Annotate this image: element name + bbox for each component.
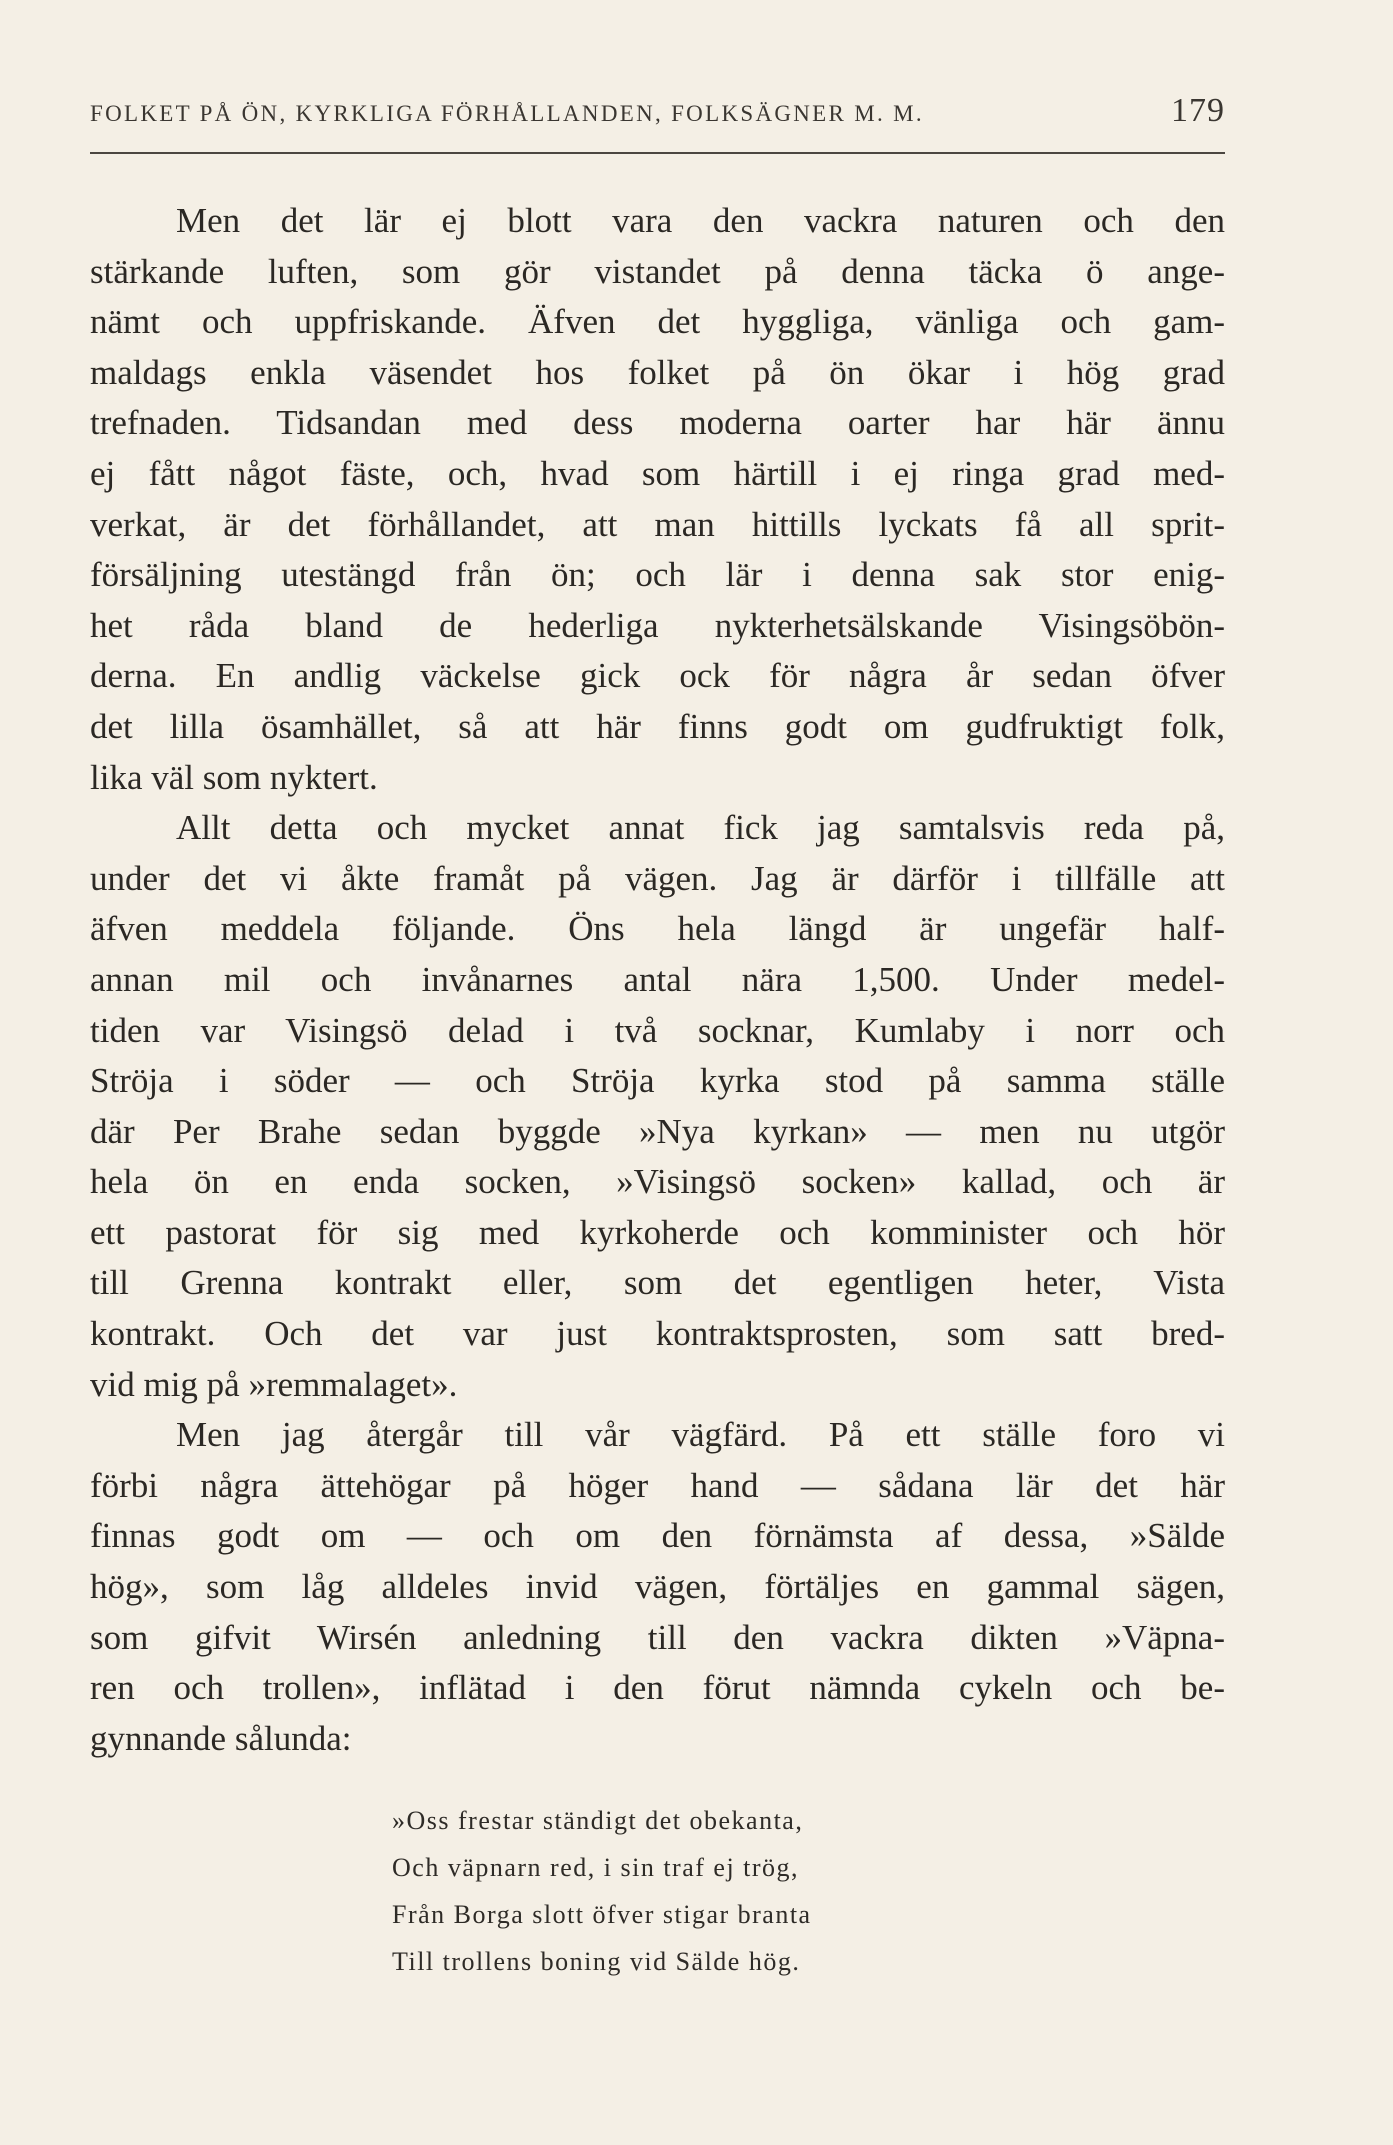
text-line: till Grenna kontrakt eller, som det egentligen heter, Vista <box>90 1263 1225 1303</box>
text-line: där Per Brahe sedan byggde »Nya kyrkan» — men nu utgör <box>90 1111 1225 1151</box>
text-line: Men jag återgår till vår vägfärd. På ett ställe foro vi <box>176 1415 1225 1455</box>
header-rule <box>90 152 1225 154</box>
text-line: det lilla ösamhället, så att här finns godt om gudfruktigt folk, <box>90 706 1225 746</box>
text-line: tiden var Visingsö delad i två socknar, Kumlaby i norr och <box>90 1010 1225 1050</box>
poem-line: »Oss frestar ständigt det obekanta, <box>392 1806 804 1835</box>
text-line: trefnaden. Tidsandan med dess moderna oarter har här ännu <box>90 403 1225 443</box>
book-page <box>90 0 1225 2145</box>
text-line: derna. En andlig väckelse gick ock för några år sedan öfver <box>90 656 1225 696</box>
running-title: FOLKET PÅ ÖN, KYRKLIGA FÖRHÅLLANDEN, FOLKSÄGNER M. M. <box>90 101 924 126</box>
poem-line: Från Borga slott öfver stigar branta <box>392 1900 812 1929</box>
text-line: hög», som låg alldeles invid vägen, förtäljes en gammal sägen, <box>90 1567 1225 1607</box>
running-head <box>90 92 1225 130</box>
text-line: Men det lär ej blott vara den vackra naturen och den <box>176 201 1225 240</box>
text-line: maldags enkla väsendet hos folket på ön ökar i hög grad <box>90 352 1225 392</box>
text-line: het råda bland de hederliga nykterhetsälskande Visingsöbön- <box>90 605 1225 645</box>
text-line: annan mil och invånarnes antal nära 1,500. Under medel- <box>90 959 1225 999</box>
poem-line: Till trollens boning vid Sälde hög. <box>392 1947 801 1976</box>
text-line: försäljning utestängd från ön; och lär i denna sak stor enig- <box>90 555 1225 595</box>
text-line: ett pastorat för sig med kyrkoherde och komminister och hör <box>90 1212 1225 1252</box>
text-line: verkat, är det förhållandet, att man hittills lyckats få all sprit- <box>90 504 1225 544</box>
text-line: gynnande sålunda: <box>90 1718 352 1758</box>
text-line: kontrakt. Och det var just kontraktsprosten, som satt bred- <box>90 1314 1225 1354</box>
text-line: Ströja i söder — och Ströja kyrka stod på samma ställe <box>90 1061 1225 1101</box>
text-line: under det vi åkte framåt på vägen. Jag är därför i tillfälle att <box>90 858 1225 898</box>
text-line: ej fått något fäste, och, hvad som härtill i ej ringa grad med- <box>90 453 1225 493</box>
text-line: förbi några ättehögar på höger hand — sådana lär det här <box>90 1465 1225 1505</box>
text-line: äfven meddela följande. Öns hela längd är ungefär half- <box>90 909 1225 949</box>
text-line: stärkande luften, som gör vistandet på denna täcka ö ange- <box>90 251 1225 291</box>
text-line: som gifvit Wirsén anledning till den vackra dikten »Väpna- <box>90 1617 1225 1657</box>
text-line: Allt detta och mycket annat fick jag samtalsvis reda på, <box>176 808 1225 848</box>
text-line: hela ön en enda socken, »Visingsö socken» kallad, och är <box>90 1162 1225 1202</box>
body-text <box>90 196 1225 1764</box>
poem-stanza <box>392 1797 812 1985</box>
text-line: nämt och uppfriskande. Äfven det hyggliga, vänliga och gam- <box>90 302 1225 342</box>
text-line: vid mig på »remmalaget». <box>90 1364 458 1404</box>
poem-line: Och väpnarn red, i sin traf ej trög, <box>392 1853 800 1882</box>
text-line: finnas godt om — och om den förnämsta af dessa, »Sälde <box>90 1516 1225 1556</box>
page-number: 179 <box>1171 92 1225 129</box>
text-line: lika väl som nyktert. <box>90 757 378 797</box>
text-line: ren och trollen», inflätad i den förut nämnda cykeln och be- <box>90 1668 1225 1708</box>
